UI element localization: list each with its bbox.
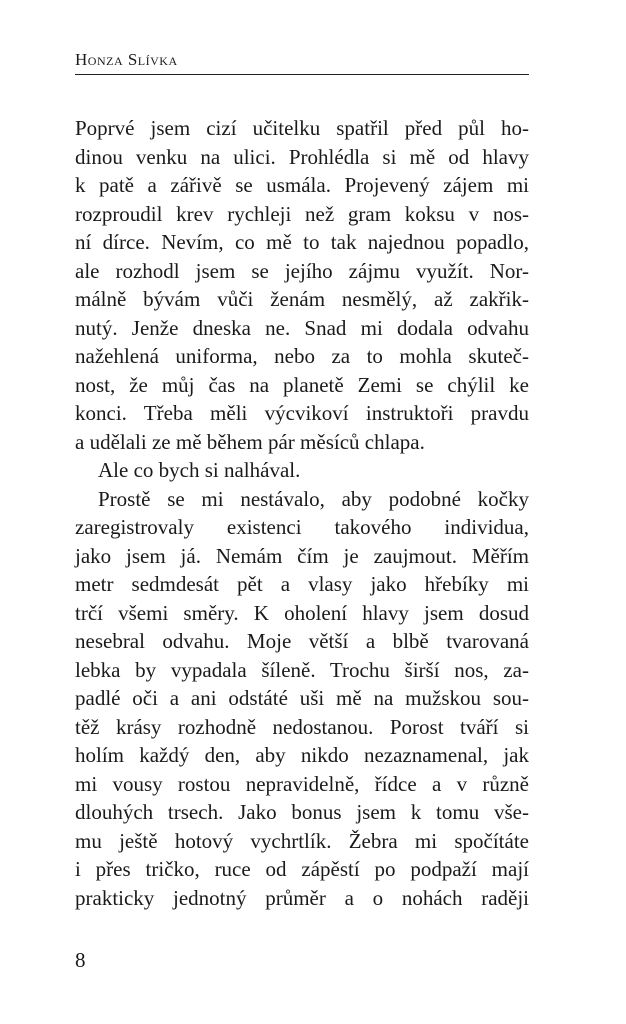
text-line: nost, že můj čas na planetě Zemi se chýlil ke	[75, 372, 529, 397]
text-line: rozproudil krev rychleji než gram koksu v nos-	[75, 201, 529, 226]
text-line: nutý. Jenže dneska ne. Snad mi dodala odvahu	[75, 315, 529, 340]
text-line: zaregistrovaly existenci takového individua,	[75, 515, 529, 539]
text-line: k patě a zářivě se usmála. Projevený zájem mi	[75, 173, 529, 197]
text-line: konci. Třeba měli výcvikoví instruktoři pravdu	[75, 401, 529, 425]
text-line: a udělali ze mě během pár měsíců chlapa.	[75, 429, 425, 454]
body-text	[75, 114, 529, 912]
text-line: nažehlená uniforma, nebo za to mohla skuteč-	[75, 344, 529, 368]
text-line: Ale co bych si nalhával.	[98, 458, 301, 482]
text-line: lebka by vypadala šíleně. Trochu širší nos, za-	[75, 657, 529, 682]
text-line: Prostě se mi nestávalo, aby podobné kočky	[98, 486, 529, 511]
text-line: ní dírce. Nevím, co mě to tak najednou popadlo,	[75, 230, 529, 254]
text-line: prakticky jednotný průměr a o nohách raději	[75, 885, 529, 910]
text-line: dinou venku na ulici. Prohlédla si mě od hlavy	[75, 144, 529, 169]
text-line: metr sedmdesát pět a vlasy jako hřebíky mi	[75, 572, 529, 596]
text-line: mi vousy rostou nepravidelně, řídce a v různě	[75, 771, 529, 796]
text-line: i přes tričko, ruce od zápěstí po podpaží mají	[75, 857, 529, 881]
running-header-author: Honza Slívka	[75, 50, 529, 75]
text-line: mu ještě hotový vychrtlík. Žebra mi spočítáte	[75, 828, 529, 853]
text-line: nesebral odvahu. Moje větší a blbě tvarovaná	[75, 629, 529, 653]
text-line: trčí všemi směry. K oholení hlavy jsem dosud	[75, 600, 529, 625]
text-line: ale rozhodl jsem se jejího zájmu využít. Nor-	[75, 258, 529, 283]
text-line: jako jsem já. Nemám čím je zaujmout. Měřím	[75, 543, 529, 568]
text-line: Poprvé jsem cizí učitelku spatřil před půl ho-	[75, 116, 529, 140]
text-line: holím každý den, aby nikdo nezaznamenal, jak	[75, 743, 529, 767]
page-number: 8	[75, 948, 86, 972]
text-line: padlé oči a ani odstáté uši mě na mužskou sou-	[75, 686, 529, 710]
text-line: dlouhých trsech. Jako bonus jsem k tomu vše-	[75, 800, 529, 824]
text-line: málně bývám vůči ženám nesmělý, až zakřik-	[75, 287, 529, 311]
text-line: těž krásy rozhodně nedostanou. Porost tváří si	[75, 714, 529, 739]
